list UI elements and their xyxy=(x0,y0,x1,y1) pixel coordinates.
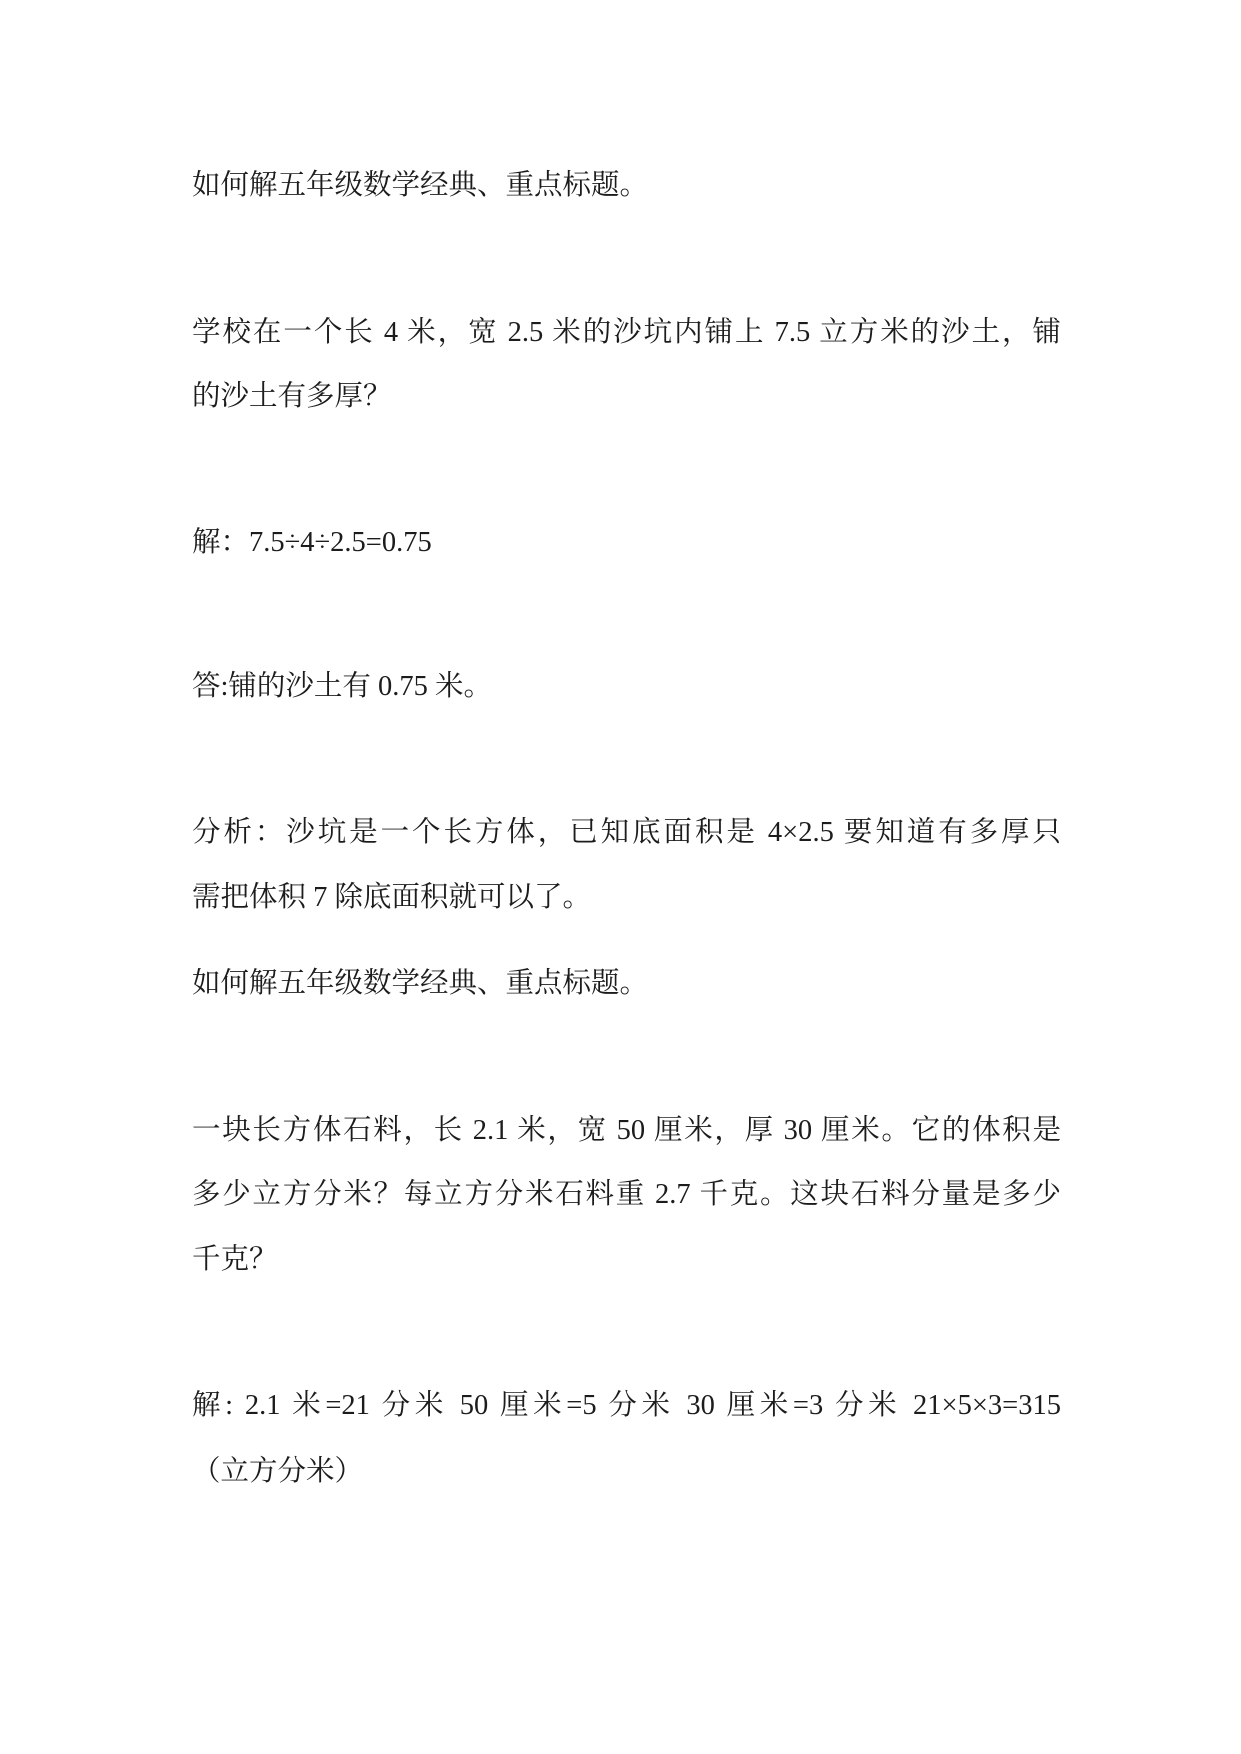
question-line: 多少立方分米？每立方分米石料重 2.7 千克。这块石料分量是多少 xyxy=(192,1179,1061,1210)
answer-line: 答:铺的沙土有 0.75 米。 xyxy=(192,671,493,702)
question-line: 一块长方体石料，长 2.1 米，宽 50 厘米，厚 30 厘米。它的体积是 xyxy=(192,1115,1061,1146)
solution-line: （立方分米） xyxy=(192,1456,364,1487)
analysis-line: 分析：沙坑是一个长方体，已知底面积是 4×2.5 要知道有多厚只 xyxy=(192,817,1061,848)
question-line: 学校在一个长 4 米，宽 2.5 米的沙坑内铺上 7.5 立方米的沙土，铺 xyxy=(192,317,1061,348)
solution-line: 解：7.5÷4÷2.5=0.75 xyxy=(192,527,432,558)
analysis-line: 需把体积 7 除底面积就可以了。 xyxy=(192,882,592,913)
question-line: 千克？ xyxy=(192,1244,278,1275)
section-title: 如何解五年级数学经典、重点标题。 xyxy=(192,968,649,999)
section-title: 如何解五年级数学经典、重点标题。 xyxy=(192,170,649,201)
question-line: 的沙土有多厚？ xyxy=(192,381,392,412)
solution-line: 解: 2.1 米=21 分米 50 厘米=5 分米 30 厘米=3 分米 21×5×3=315 xyxy=(192,1390,1061,1421)
